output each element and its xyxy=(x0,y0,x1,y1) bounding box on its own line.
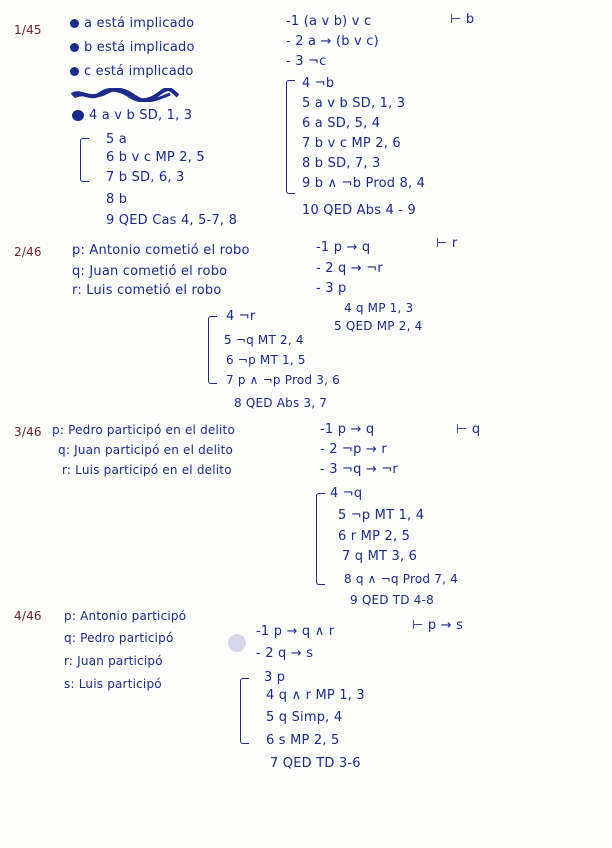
proof-step: 9 b ∧ ¬b Prod 8, 4 xyxy=(302,176,426,191)
proof-step: 7 b v c MP 2, 6 xyxy=(302,136,401,151)
proof-step: 5 QED MP 2, 4 xyxy=(334,319,423,333)
subproof-bracket xyxy=(286,80,295,194)
goal: ⊢ q xyxy=(456,422,481,437)
exercise-number: 4/46 xyxy=(14,609,42,623)
proof-step: 8 q ∧ ¬q Prod 7, 4 xyxy=(344,572,458,586)
premise: - 2 a → (b v c) xyxy=(286,34,379,49)
subproof-bracket xyxy=(208,316,217,384)
definition: c está implicado xyxy=(70,64,194,80)
bullet-icon xyxy=(72,110,84,121)
definition: s: Luis participó xyxy=(64,677,162,691)
proof-step: 6 ¬p MT 1, 5 xyxy=(226,353,306,367)
subproof-bracket xyxy=(240,678,249,744)
proof-step: 5 a xyxy=(106,132,127,147)
premise: -1 p → q xyxy=(316,240,371,255)
scribble-mark xyxy=(70,88,180,102)
premise: -1 (a v b) v c xyxy=(286,14,372,29)
definition: a está implicado xyxy=(70,16,194,32)
smudge-mark xyxy=(226,632,248,654)
premise: - 2 ¬p → r xyxy=(320,442,387,457)
proof-step: 5 q Simp, 4 xyxy=(266,710,343,725)
proof-step: 3 p xyxy=(264,670,286,685)
exercise-number: 1/45 xyxy=(14,23,42,37)
premise: -1 p → q ∧ r xyxy=(256,624,335,639)
goal: ⊢ r xyxy=(436,236,458,251)
exercise-number: 2/46 xyxy=(14,245,42,259)
subproof-bracket xyxy=(316,493,325,585)
bullet-icon xyxy=(70,19,79,28)
proof-step: 7 b SD, 6, 3 xyxy=(106,170,185,185)
proof-step: 8 b SD, 7, 3 xyxy=(302,156,381,171)
goal: ⊢ b xyxy=(450,12,475,27)
bullet-icon xyxy=(70,67,79,76)
subproof-bracket xyxy=(80,138,89,182)
exercise-number: 3/46 xyxy=(14,425,42,439)
proof-step: 7 p ∧ ¬p Prod 3, 6 xyxy=(226,373,340,387)
proof-step: 6 b v c MP 2, 5 xyxy=(106,150,205,165)
premise: -1 p → q xyxy=(320,422,375,437)
proof-step: 5 ¬p MT 1, 4 xyxy=(338,508,425,523)
proof-step: 8 b xyxy=(106,192,128,207)
proof-step: 7 QED TD 3-6 xyxy=(270,756,361,771)
proof-step: 8 QED Abs 3, 7 xyxy=(234,396,328,410)
premise: - 2 q → s xyxy=(256,646,314,661)
proof-step: 6 s MP 2, 5 xyxy=(266,733,340,748)
proof-step: 5 ¬q MT 2, 4 xyxy=(224,333,304,347)
definition: r: Luis cometió el robo xyxy=(72,283,222,298)
definition: q: Juan cometió el robo xyxy=(72,264,228,279)
proof-step: 6 r MP 2, 5 xyxy=(338,529,411,544)
proof-step: 4 q ∧ r MP 1, 3 xyxy=(266,688,365,703)
definition: r: Juan participó xyxy=(64,654,163,668)
proof-step: 6 a SD, 5, 4 xyxy=(302,116,381,131)
goal: ⊢ p → s xyxy=(412,618,464,633)
bullet-icon xyxy=(70,43,79,52)
definition: p: Antonio participó xyxy=(64,609,187,623)
proof-step: 10 QED Abs 4 - 9 xyxy=(302,203,417,218)
proof-step: 5 a v b SD, 1, 3 xyxy=(302,96,406,111)
proof-step: 9 QED Cas 4, 5-7, 8 xyxy=(106,213,238,228)
definition: q: Juan participó en el delito xyxy=(58,443,234,457)
definition: b está implicado xyxy=(70,40,195,56)
premise: - 2 q → ¬r xyxy=(316,261,383,276)
definition: p: Pedro participó en el delito xyxy=(52,423,236,437)
proof-step: 4 a v b SD, 1, 3 xyxy=(72,108,192,124)
proof-step: 4 ¬r xyxy=(226,309,256,324)
proof-step: 4 ¬b xyxy=(302,76,335,91)
definition: p: Antonio cometió el robo xyxy=(72,243,250,258)
proof-step: 4 ¬q xyxy=(330,486,363,501)
proof-step: 9 QED TD 4-8 xyxy=(350,593,434,607)
premise: - 3 ¬q → ¬r xyxy=(320,462,398,477)
premise: - 3 ¬c xyxy=(286,54,327,69)
proof-step: 7 q MT 3, 6 xyxy=(342,549,418,564)
premise: - 3 p xyxy=(316,281,347,296)
definition: r: Luis participó en el delito xyxy=(62,463,232,477)
definition: q: Pedro participó xyxy=(64,631,174,645)
proof-step: 4 q MP 1, 3 xyxy=(344,301,414,315)
